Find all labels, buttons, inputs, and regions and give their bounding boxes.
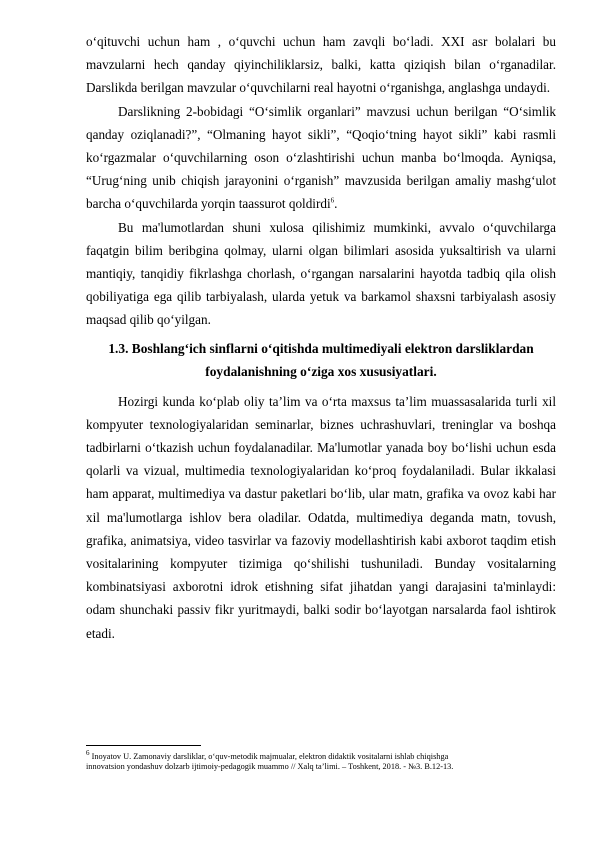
section-heading-line1: 1.3. Boshlang‘ich sinflarni o‘qitishda multimediyali elektron darsliklardan	[108, 340, 534, 356]
footnote-line1-text: Inoyatov U. Zamonaviy darsliklar, o‘quv-metodik majmualar, elektron didaktik vositalarni ishlab chiqishga	[89, 752, 449, 761]
footnote-line2: innovatsion yondashuv dolzarb ijtimoiy-pedagogik muammo // Xalq ta’limi. – Toshkent, 2018. - №3. B.12-13.	[86, 762, 454, 771]
footnote-reference[interactable]: 6	[330, 197, 335, 206]
document-body	[86, 30, 556, 645]
paragraph-conclusion: Bu ma'lumotlardan shuni xulosa qilishimiz mumkinki, avvalo o‘quvchilarga faqatgin bilim beribgina qolmay, ularni olgan bilimlari asosida yuksaltirish va ularni mantiqiy, tanqidiy fikrlashga chorlash, o‘rgangan narsalarini hayotda tadbiq qila olish qobiliyatiga ega qilib tarbiyalash, ularda yetuk va barkamol shaxsni tarbiyalash asosiy maqsad qilib qo‘yilgan.	[86, 219, 556, 328]
footnote-divider	[86, 745, 201, 746]
paragraph-multimedia: Hozirgi kunda ko‘plab oliy ta’lim va o‘rta maxsus ta’lim muassasalarida turli xil kompyuter texnologiyalaridan seminarlar, biznes uchrashuvlari, treninglar va boshqa tadbirlarni o‘tkazish uchun foydalanadilar. Ma'lumotlar yanada boy bo‘lishi uchun esda qolarli va vizual, multimedia texnologiyalaridan ko‘proq foydalaniladi. Bular ikkalasi ham apparat, multimediya va dastur paketlari bo‘lib, ular matn, grafika va ovoz kabi har xil ma'lumotlarga ishlov bera oladilar. Odatda, multimediya deganda matn, tovush, grafika, animatsiya, video tasvirlar va fazoviy modellashtirish kabi axborot taqdim etish vositalarining kompyuter tizimiga qo‘shilishi tushuniladi. Bunday vositalarning kombinatsiyasi axborotni idrok etishning sifat jihatdan yangi darajasini ta'minlaydi: odam shunchaki passiv fikr yuritmaydi, balki sodir bo‘layotgan narsalarda faol ishtirok etadi.	[86, 393, 556, 641]
footnote-line1	[86, 749, 556, 762]
paragraph-plant-organs-end: .	[334, 196, 338, 212]
section-heading	[86, 337, 556, 384]
footnote	[86, 749, 556, 772]
footnote-number: 6	[86, 749, 90, 758]
paragraph-intro: o‘qituvchi uchun ham , o‘quvchi uchun ham zavqli bo‘ladi. XXI asr bolalari bu mavzularni hech qanday qiyinchiliklarsiz, balki, katta qiziqish bilan o‘rganadilar. Darslikda berilgan mavzular o‘quvchilarni real hayotni o‘rganishga, anglashga undaydi.	[86, 34, 556, 96]
paragraph-plant-organs-text: Darslikning 2-bobidagi “O‘simlik organlari” mavzusi uchun berilgan “O‘simlik qanday oziqlanadi?”, “Olmaning hayot sikli”, “Qoqio‘tning hayot sikli” kabi rasmli ko‘rgazmalar o‘quvchilarning oson o‘zlashtirishi uchun manba bo‘lmoqda. Ayniqsa, “Urug‘ning unib chiqish jarayonini o‘rganish” mavzusida berilgan amaliy mashg‘ulot barcha o‘quvchilarda yorqin taassurot qoldirdi	[86, 103, 556, 212]
paragraph-plant-organs	[86, 100, 556, 216]
section-heading-line2: foydalanishning o‘ziga xos xususiyatlari.	[205, 364, 437, 380]
